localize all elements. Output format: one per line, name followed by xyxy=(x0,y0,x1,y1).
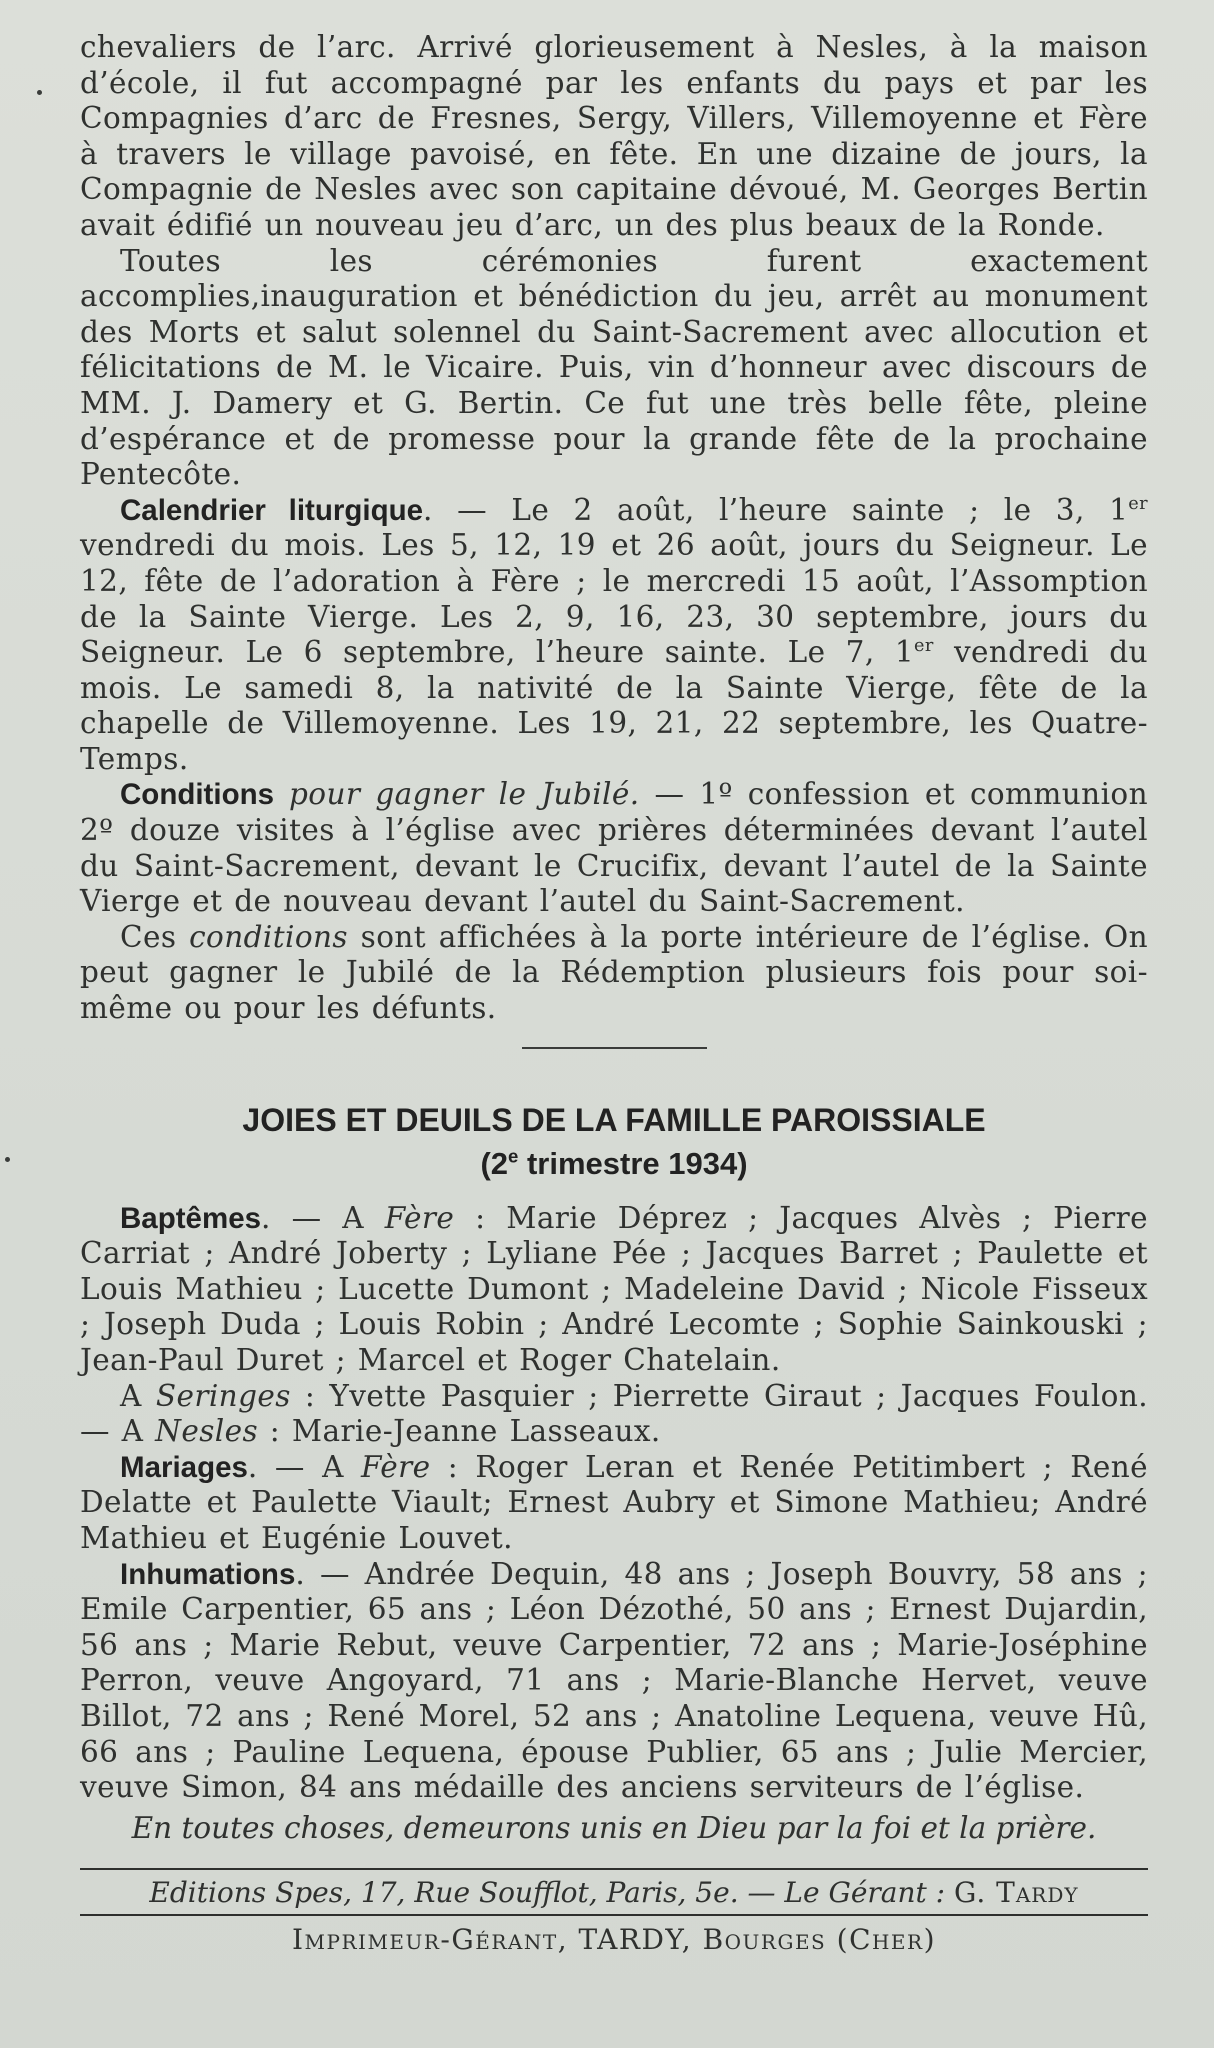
footer-printer-line: Imprimeur-Gérant, TARDY, Bourges (Cher) xyxy=(291,1922,937,1956)
paragraph-ces-conditions: Ces conditions sont affichées à la porte intérieure de l’église. On peut gagner le Jubilé de la Rédemption plusieurs fois pour soi-même ou pour les défunts. xyxy=(80,919,1148,1026)
paragraph-seringes: A Seringes : Yvette Pasquier ; Pierrette Giraut ; Jacques Foulon. — A Nesles : Marie-Jeanne Lasseaux. xyxy=(80,1378,1149,1449)
mariages-heading: Mariages xyxy=(120,1450,248,1484)
inhumations-heading: Inhumations xyxy=(120,1557,296,1591)
paragraph-conditions: Conditions pour gagner le Jubilé. — 1º confession et communion 2º douze visites à l’église avec prières déterminées devant l’autel du Saint-Sacrement, devant le Crucifix, devant l’autel de la Sainte Vierge et de nouveau devant l’autel du Saint-Sacrement. xyxy=(80,777,1148,919)
calendrier-heading: Calendrier liturgique xyxy=(120,493,424,527)
paragraph-ceremonies: Toutes les cérémonies furent exactement accomplies,inauguration et bénédiction du jeu, arrêt au monument des Morts et salut solennel du Saint-Sacrement avec allocution et félicitations de M. le Vicaire. Puis, vin d’honneur avec discours de MM. J. Damery et G. Bertin. Ce fut une très belle fête, pleine d’espérance et de promesse pour la grande fête de la prochaine Pentecôte. xyxy=(80,243,1148,492)
conditions-heading: Conditions xyxy=(120,778,275,812)
paragraph-fete-arc: chevaliers de l’arc. Arrivé glorieusement à Nesles, à la maison d’école, il fut accompagné par les enfants du pays et par les Compagnies d’arc de Fresnes, Sergy, Villers, Villemoyenne et Fère à travers le village pavoisé, en fête. En une dizaine de jours, la Compagnie de Nesles avec son capitaine dévoué, M. Georges Bertin avait édifié un nouveau jeu d’arc, un des plus beaux de la Ronde. xyxy=(80,30,1148,242)
footer xyxy=(80,1868,1148,1958)
paragraph-mariages: Mariages. — A Fère : Roger Leran et Renée Petitimbert ; René Delatte et Paulette Viault; Ernest Aubry et Simone Mathieu; André Mathieu et Eugénie Louvet. xyxy=(80,1449,1148,1555)
print-speck xyxy=(5,1157,10,1162)
section-subheading: (2e trimestre 1934) xyxy=(480,1145,748,1181)
section-divider xyxy=(522,1047,707,1049)
paragraph-calendrier: Calendrier liturgique. — Le 2 août, l’heure sainte ; le 3, 1er vendredi du mois. Les 5, 12, 19 et 26 août, jours du Seigneur. Le 12, fête de l’adoration à Fère ; le mercredi 15 août, l’Assomption de la Sainte Vierge. Les 2, 9, 16, 23, 30 septembre, jours du Seigneur. Le 6 septembre, l’heure sainte. Le 7, 1er vendredi du mois. Le samedi 8, la nativité de la Sainte Vierge, fête de la chapelle de Villemoyenne. Les 19, 21, 22 septembre, les Quatre-Temps. xyxy=(80,492,1148,776)
paragraph-baptemes: Baptêmes. — A Fère : Marie Déprez ; Jacques Alvès ; Pierre Carriat ; André Joberty ; Lyliane Pée ; Jacques Barret ; Paulette et Louis Mathieu ; Lucette Dumont ; Madeleine David ; Nicole Fisseux ; Joseph Duda ; Louis Robin ; André Lecomte ; Sophie Sainkouski ; Jean-Paul Duret ; Marcel et Roger Chatelain. xyxy=(80,1200,1148,1377)
closing-line: En toutes choses, demeurons unis en Dieu par la foi et la prière. xyxy=(131,1810,1097,1845)
footer-publisher-line: Editions Spes, 17, Rue Soufflot, Paris, 5e. — Le Gérant : G. Tardy xyxy=(149,1875,1079,1909)
print-speck xyxy=(37,90,42,95)
paragraph-inhumations: Inhumations. — Andrée Dequin, 48 ans ; Joseph Bouvry, 58 ans ; Emile Carpentier, 65 ans ; Léon Dézothé, 50 ans ; Ernest Dujardin, 56 ans ; Marie Rebut, veuve Carpentier, 72 ans ; Marie-Joséphine Perron, veuve Angoyard, 71 ans ; Marie-Blanche Hervet, veuve Billot, 72 ans ; René Morel, 52 ans ; Anatoline Lequena, veuve Hû, 66 ans ; Pauline Lequena, épouse Publier, 65 ans ; Julie Mercier, veuve Simon, 84 ans médaille des anciens serviteurs de l’église. xyxy=(80,1556,1148,1805)
section-heading: JOIES ET DEUILS DE LA FAMILLE PAROISSIALE xyxy=(242,1101,986,1138)
baptemes-heading: Baptêmes xyxy=(120,1201,262,1235)
